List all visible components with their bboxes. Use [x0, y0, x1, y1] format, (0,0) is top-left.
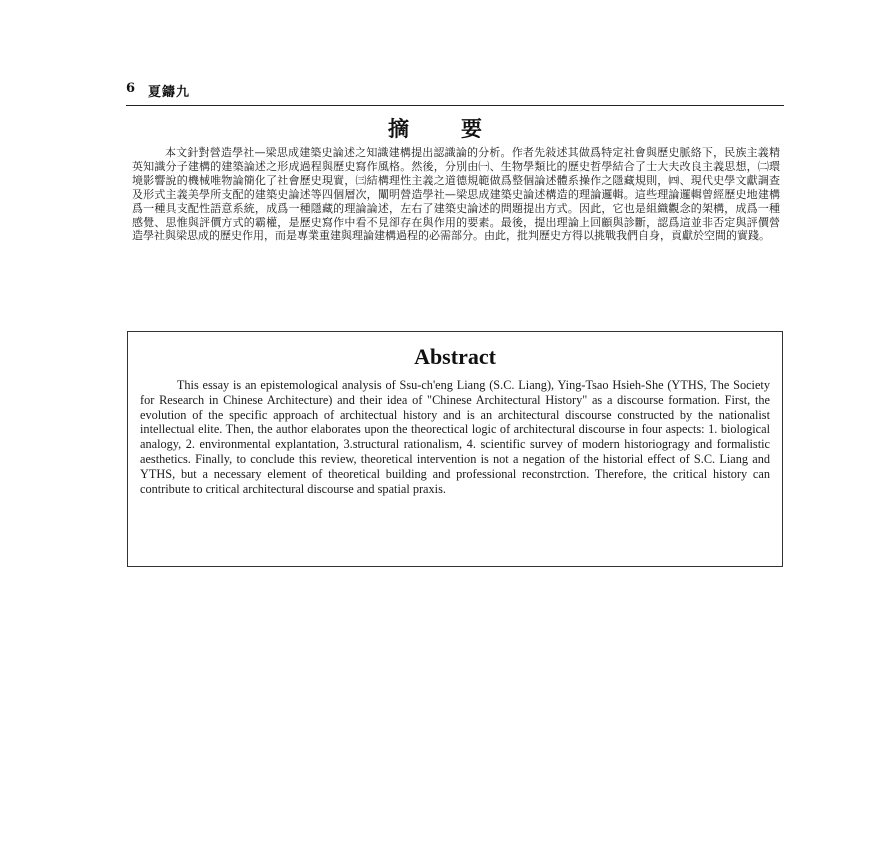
- english-abstract-box: [127, 331, 783, 567]
- english-abstract-title: Abstract: [414, 344, 496, 369]
- chinese-abstract-title: 摘要: [388, 116, 534, 141]
- page-number: 6: [126, 81, 136, 96]
- english-abstract-body: This essay is an epistemological analysis of Ssu-ch'eng Liang (S.C. Liang), Ying-Tsao Hsieh-She (YTHS, The Society for Research in Chinese Architecture) and their idea of "Chinese Architectural History" as a discourse formation. First, the evolution of the specific approach of architectual history and is an architectural discourse constructed by the nationalist intellectual elite. Then, the author elaborates upon the theorectical logic of architectural discourse in four aspects: 1. biological analogy, 2. environmental explantation, 3.structural rationalism, 4. scientific survey of modern historiogragy and formalistic aesthetics. Finally, to conclude this review, theoretical intervention is not a negation of the historial effect of S.C. Liang and YTHS, but a necessary element of theoretical building and professional reconstrction. Therefore, the critical history can contribute to critical architectural discourse and spatial praxis.: [140, 378, 770, 496]
- running-header: [126, 77, 784, 106]
- chinese-abstract-body: 本文針對營造學社—梁思成建築史論述之知識建構提出認識論的分析。作者先敍述其做爲特定社會與歷史脈絡下，民族主義精英知識分子建構的建築論述之形成過程與歷史寫作風格。然後，分別由㈠、生物學類比的歷史哲學結合了士大夫改良主義思想，㈡環境影響說的機械唯物論簡化了社會歷史現實，㈢結構理性主義之道德規範做爲整個論述體系操作之隱藏規則，㈣、現代史學文獻調查及形式主義美學所支配的建築史論述等四個層次，闡明營造學社—梁思成建築史論述構造的理論邏輯。這些理論邏輯曾經歷史地建構爲一種具支配性語意系統，成爲一種隱藏的理論論述，左右了建築史論述的問題提出方式。因此，它也是組織觀念的架構，成爲一種感覺、思惟與評價方式的霸權，是歷史寫作中看不見卻存在與作用的要素。最後，提出理論上回顧與診斷，認爲這並非否定與評價營造學社與梁思成的歷史作用，而是專業重建與理論建構過程的必需部分。由此，批判歷史方得以挑戰我們自身，貢獻於空間的實踐。: [132, 146, 780, 243]
- running-header-author: 夏鑄九: [148, 85, 191, 100]
